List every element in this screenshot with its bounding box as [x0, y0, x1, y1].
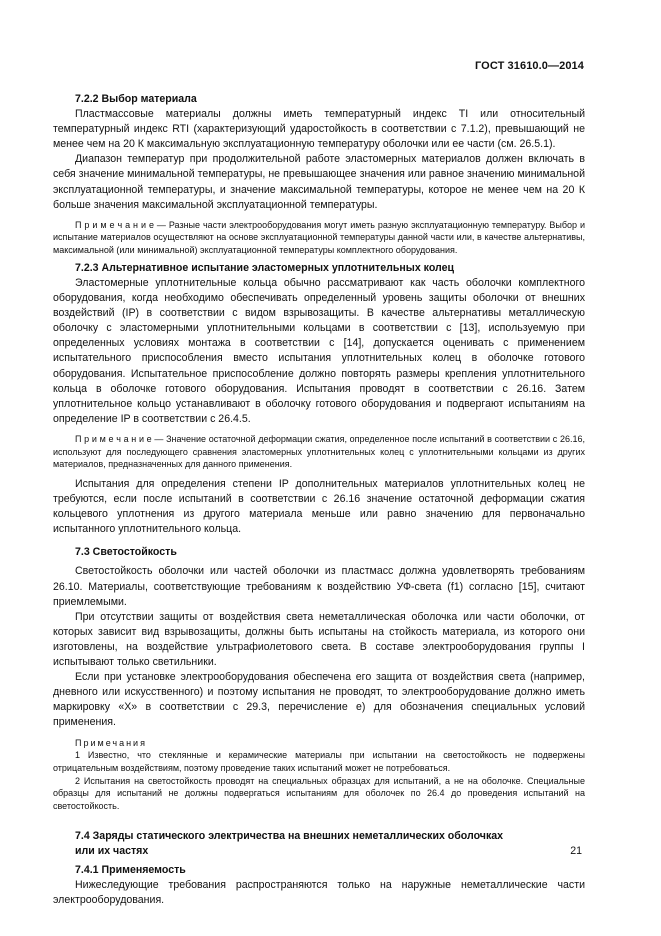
s723-note: П р и м е ч а н и е — Значение остаточной деформации сжатия, определенное после испытаний в соответствии с 26.16, используют для последующего сравнения эластомерных уплотнительных колец с уплотнительными кольцами из других материалов, предназначенных для данного применения.	[53, 433, 585, 470]
section-7-4-1-title: 7.4.1 Применяемость	[75, 863, 186, 876]
s73-note-2: 2 Испытания на светостойкость проводят на специальных образцах для испытаний, а не на оболочке. Специальные образцы для испытаний не должны подвергаться испытаниям для оболочек по 26.4 до проведения испытаний на светостойкость.	[53, 775, 585, 812]
s722-paragraph-1: Пластмассовые материалы должны иметь температурный индекс TI или относительный температурный индекс RTI (характеризующий ударостойкость в соответствии с 7.1.2), превышающий не менее чем на 20 К максимальную эксплуатационную температуру оболочки или ее части (см. 26.5.1).	[53, 108, 585, 151]
section-7-4-title-line-1: 7.4 Заряды статического электричества на внешних неметаллических оболочках	[75, 829, 504, 842]
s73-paragraph-1: Светостойкость оболочки или частей оболочки из пластмасс должна удовлетворять требованиям 26.10. Материалы, соответствующие требованиям к воздействию УФ-света (f1) согласно [15], считают приемлемыми.	[53, 565, 585, 608]
s73-notes-heading: Примечания	[75, 737, 147, 748]
section-7-4-title-line-2: или их частях	[75, 844, 149, 857]
section-7-2-3-title: 7.2.3 Альтернативное испытание эластомерных уплотнительных колец	[75, 261, 455, 274]
s73-paragraph-2: При отсутствии защиты от воздействия света неметаллическая оболочка или части оболочки, от которых зависит вид взрывозащиты, должны быть испытаны на стойкость материала, из которого они изготовлены, на воздействие ультрафиолетового света. В составе электрооборудования группы I испытывают только светильники.	[53, 610, 585, 669]
s723-paragraph-2: Испытания для определения степени IP дополнительных материалов уплотнительных колец не требуются, если после испытаний в соответствии с 26.16 значение остаточной деформации сжатия кольцевого уплотнения из другого материала меньше или равно значению для первоначально испытанного уплотнительного кольца.	[53, 478, 585, 536]
s722-paragraph-2: Диапазон температур при продолжительной работе эластомерных материалов должен включать в себя значение минимальной температуры, не превышающее значения или равное значению минимальной эксплуатационной температуры, и значение максимальной температуры, которое не менее чем на 20 К больше значения максимальной эксплуатационной температуры.	[53, 153, 585, 211]
section-7-3-title: 7.3 Светостойкость	[75, 546, 177, 559]
s722-note: П р и м е ч а н и е — Разные части электрооборудования могут иметь разную эксплуатационную температуру. Выбор и испытание материалов осуществляют на основе эксплуатационной температуры данной части или, в качестве альтернативы, максимальной (или минимальной) эксплуатационной температуры комплектного оборудования.	[53, 219, 585, 256]
standard-header: ГОСТ 31610.0—2014	[474, 60, 584, 72]
page-number: 21	[570, 845, 582, 857]
section-7-2-2-title: 7.2.2 Выбор материала	[75, 93, 197, 105]
page-content	[53, 92, 585, 908]
s73-note-1: 1 Известно, что стеклянные и керамические материалы при испытании на светостойкость не подвержены отрицательным воздействиям, поэтому проведение таких испытаний может не потребоваться.	[53, 750, 585, 773]
s723-paragraph-1: Эластомерные уплотнительные кольца обычно рассматривают как часть оболочки комплектного оборудования, когда необходимо обеспечивать определенный уровень защиты оболочки от внешних воздействий (IP) в соответствии с видом взрывозащиты. В качестве альтернативы металлическую оболочку с эластомерными уплотнительными кольцами в соответствии с [13], используемую при определенных условиях монтажа в соответствии с [14], допускается оценивать с применением испытательного приспособления вместо испытания уплотнительных колец в оболочке готового оборудования. Испытательное приспособление должно повторять размеры крепления уплотнительного кольца в оболочке готового оборудования. Испытания проводят в соответствии с 26.16. Затем уплотнительное кольцо устанавливают в оболочку готового оборудования и подвергают испытаниям на определение IP в соответствии с 26.4.5.	[53, 276, 585, 425]
s741-paragraph-1: Нижеследующие требования распространяются только на наружные неметаллические части электрооборудования.	[53, 879, 585, 907]
s73-paragraph-3: Если при установке электрооборудования обеспечена его защита от воздействия света (например, дневного или искусственного) и поэтому испытания не проводят, то электрооборудование должно иметь маркировку «X» в соответствии с 29.3, перечисление е) для обозначения специальных условий применения.	[53, 671, 585, 729]
